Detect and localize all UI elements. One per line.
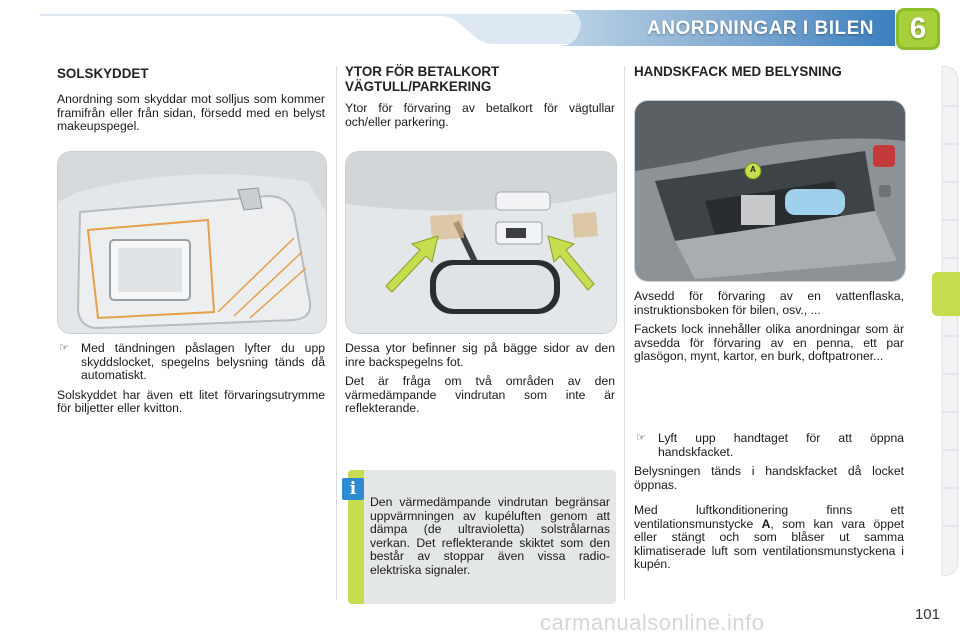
glove-box-bullet: Lyft upp handtaget för att öppna handskfacket.	[658, 431, 904, 459]
glove-box-instructions	[634, 432, 904, 578]
chapter-tabs	[928, 66, 960, 576]
rearview-mirror-illustration	[345, 151, 617, 334]
toll-card-paragraph-1: Dessa ytor befinner sig på bägge sidor av den inre backspegelns fot.	[345, 341, 615, 369]
chapter-number-badge: 6	[909, 12, 927, 45]
sun-visor-outro: Solskyddet har även ett litet förvaringsutrymme för biljetter eller kvitton.	[57, 387, 325, 415]
glove-box-paragraph-3: Belysningen tänds i handskfacket då locket öppnas.	[634, 464, 904, 492]
toll-card-text	[345, 342, 615, 422]
column-divider	[336, 66, 337, 600]
section-heading: YTOR FÖR BETALKORT VÄGTULL/PARKERING	[345, 64, 500, 94]
page-number: 101	[914, 606, 940, 623]
sun-visor-instructions	[57, 342, 325, 422]
toll-card-paragraph-2: Det är fråga om två områden av den värmedämpande vindrutan som inte är reflekterande.	[345, 374, 615, 415]
glove-box-description	[634, 290, 904, 370]
toll-card-intro: Ytor för förvaring av betalkort för vägtullar och/eller parkering.	[345, 101, 615, 129]
section-heading: SOLSKYDDET	[57, 66, 149, 81]
sun-visor-section	[57, 66, 325, 140]
glove-box-section	[634, 64, 904, 79]
toll-card-section	[345, 64, 615, 135]
watermark: carmanualsonline.info	[540, 610, 765, 635]
page-header-title: ANORDNINGAR I BILEN	[647, 18, 874, 39]
sun-visor-illustration	[57, 151, 327, 334]
section-heading: HANDSKFACK MED BELYSNING	[634, 64, 842, 79]
callout-label-a: A	[750, 165, 756, 174]
info-box-text: Den värmedämpande vindrutan begränsar uppvärmningen av kupéluften genom att dämpa (de ultravioletta) solstrålarnas verkan. Det reflekterande skiktet som den består av stoppar även vissa radio-elektriska signaler.	[370, 495, 610, 577]
column-divider	[624, 66, 625, 600]
hand-pointer-icon: ☞	[636, 432, 646, 444]
glove-box-illustration	[634, 100, 906, 282]
glove-box-paragraph-1: Avsedd för förvaring av en vattenflaska, instruktionsboken för bilen, osv., ...	[634, 289, 904, 317]
info-icon: i	[342, 478, 364, 500]
sun-visor-intro: Anordning som skyddar mot solljus som kommer framifrån eller från sidan, försedd med en belyst makeupspegel.	[57, 92, 325, 133]
glove-box-paragraph-2: Fackets lock innehåller olika anordningar som är avsedda för förvaring av en penna, ett par glasögon, mynt, kartor, en burk, doftpatroner...	[634, 322, 904, 363]
hand-pointer-icon: ☞	[59, 342, 69, 354]
glove-box-paragraph-4: Med luftkonditionering finns ett ventilationsmunstycke A, som kan vara öppet eller stängt och som blåser ut samma klimatiserade luft som ventilationsmunstyckena i kupén.	[634, 503, 904, 571]
sun-visor-bullet: Med tändningen påslagen lyfter du upp skyddslocket, spegelns belysning tänds då automatiskt.	[81, 341, 325, 382]
